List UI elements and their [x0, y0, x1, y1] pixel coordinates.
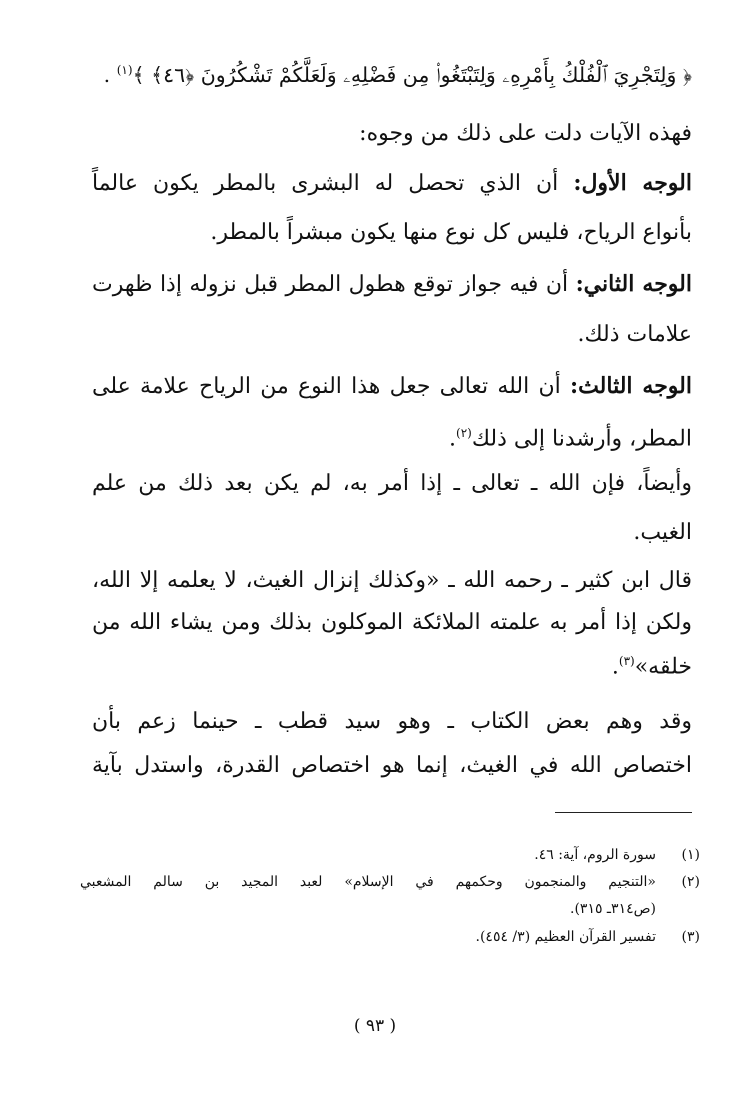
- also-line-1: وأيضاً، فإن الله ـ تعالى ـ إذا أمر به، لم يكن بعد ذلك من علم: [92, 471, 692, 496]
- point-3-text-2: المطر، وأرشدنا إلى ذلك: [471, 426, 692, 452]
- point-3-end: .: [449, 426, 456, 452]
- quote-line-1: قال ابن كثير ـ رحمه الله ـ «وكذلك إنزال الغيث، لا يعلمه إلا الله،: [92, 568, 692, 593]
- footnote-1-number: (١): [681, 847, 700, 863]
- verse-text: ﴿ وَلِتَجْرِيَ ٱلْفُلْكُ بِأَمْرِهِۦ وَلِتَبْتَغُوا۟ مِن فَضْلِهِۦ وَلَعَلَّكُمْ تَشْكُرُونَ ﴿٤٦﴾ ﴾: [132, 62, 692, 87]
- footnote-2-text: «التنجيم والمنجمون وحكمهم في الإسلام» لعبد المجيد بن سالم المشعبي: [80, 874, 656, 890]
- page-number: ( ٩٣ ): [353, 1016, 397, 1036]
- point-3-line-2: [92, 413, 692, 453]
- qutb-line-2: اختصاص الله في الغيث، إنما هو اختصاص القدرة، واستدل بآية: [92, 753, 692, 778]
- footnote-ref-1: (١): [116, 63, 133, 77]
- footnote-2-pages: (ص٣١٤ـ ٣١٥).: [570, 901, 656, 917]
- footnote-2-continued: [80, 897, 700, 921]
- quote-end: .: [611, 654, 619, 680]
- point-1-heading: الوجه الأول:: [573, 170, 692, 196]
- point-2-line-2: علامات ذلك.: [577, 322, 692, 347]
- qutb-line-1: وقد وهم بعض الكتاب ـ وهو سيد قطب ـ حينما زعم بأن: [92, 709, 692, 734]
- footnote-3-text: تفسير القرآن العظيم (٣/ ٤٥٤).: [475, 929, 656, 945]
- footnote-3: [80, 925, 700, 949]
- point-3-heading: الوجه الثالث:: [569, 373, 692, 399]
- point-1-text: أن الذي تحصل له البشرى بالمطر يكون عالماً: [92, 171, 559, 196]
- footnote-1-text: سورة الروم، آية: ٤٦.: [534, 847, 656, 863]
- footnote-divider: [555, 812, 692, 813]
- point-3-text: أن الله تعالى جعل هذا النوع من الرياح علامة على: [92, 374, 561, 399]
- also-line-2: الغيب.: [633, 520, 692, 545]
- quote-text-3: خلقه»: [634, 654, 692, 680]
- point-2-line-1: [92, 264, 692, 304]
- quote-line-3: [92, 641, 692, 681]
- quran-verse: [92, 50, 692, 90]
- footnote-2-number: (٢): [681, 874, 700, 890]
- footnote-ref-2: (٢): [456, 426, 472, 440]
- verse-end: .: [103, 62, 111, 87]
- footnote-ref-3: (٣): [618, 654, 635, 668]
- quote-line-2: ولكن إذا أمر به علمته الملائكة الموكلون بذلك ومن يشاء الله من: [92, 610, 692, 635]
- intro-line: فهذه الآيات دلت على ذلك من وجوه:: [359, 121, 692, 146]
- footnote-2: [80, 870, 700, 894]
- point-2-text: أن فيه جواز توقع هطول المطر قبل نزوله إذا ظهرت: [92, 272, 569, 297]
- point-1-line-2: بأنواع الرياح، فليس كل نوع منها يكون مبشراً بالمطر.: [210, 220, 692, 245]
- footnote-3-number: (٣): [681, 929, 700, 945]
- point-3-line-1: [92, 366, 692, 406]
- point-1-line-1: [92, 163, 692, 203]
- point-2-heading: الوجه الثاني:: [575, 271, 692, 297]
- footnote-1: [80, 843, 700, 867]
